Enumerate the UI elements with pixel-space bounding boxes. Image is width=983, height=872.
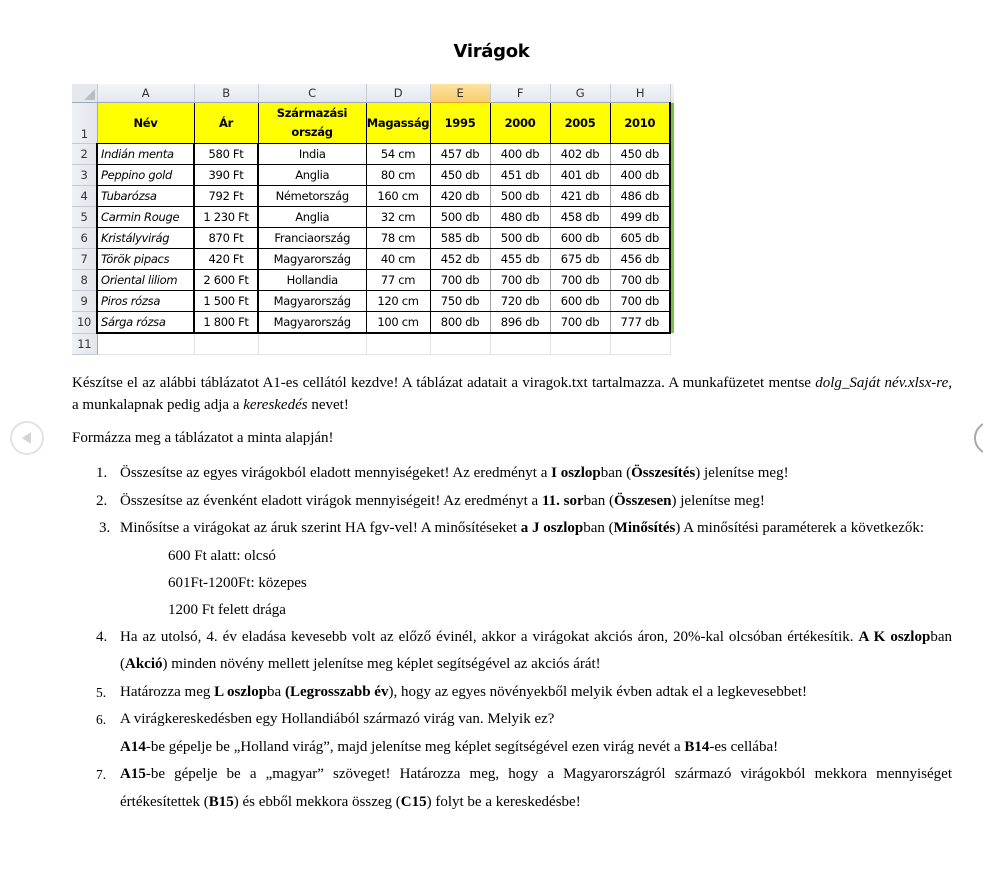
table-row (72, 165, 674, 186)
header-cell: 2010 (610, 103, 670, 144)
table-cell: 499 db (610, 207, 670, 228)
table-cell: Hollandia (258, 270, 366, 291)
row-header: 9 (72, 291, 97, 312)
row-header: 6 (72, 228, 97, 249)
column-header-c: C (258, 84, 366, 103)
spreadsheet-image (72, 84, 674, 355)
table-row (72, 186, 674, 207)
select-all-corner (72, 84, 97, 103)
column-header-g: G (550, 84, 610, 103)
table-cell: 40 cm (366, 249, 430, 270)
table-cell: 1 800 Ft (194, 312, 258, 334)
table-cell: Carmin Rouge (97, 207, 194, 228)
format-paragraph: Formázza meg a táblázatot a minta alapján! (72, 430, 334, 446)
table-cell: 750 db (430, 291, 490, 312)
table-cell: 456 db (610, 249, 670, 270)
table-cell: 450 db (610, 144, 670, 165)
table-cell: 457 db (430, 144, 490, 165)
table-cell: Peppino gold (97, 165, 194, 186)
table-cell: 500 db (430, 207, 490, 228)
header-cell: 2005 (550, 103, 610, 144)
table-cell: 77 cm (366, 270, 430, 291)
row-header: 11 (72, 333, 97, 355)
table-cell: Indián menta (97, 144, 194, 165)
table-cell: 720 db (490, 291, 550, 312)
table-cell: Kristályvirág (97, 228, 194, 249)
task-item-3: 3. Minősítse a virágokat az áruk szerint HA fgv-vel! A minősítéseket a J oszlopban (Minősítés) A minősítési paraméterek a következők: (99, 520, 925, 536)
table-row (72, 249, 674, 270)
table-row-empty (72, 333, 674, 355)
table-cell: 400 db (490, 144, 550, 165)
header-cell: 2000 (490, 103, 550, 144)
table-cell: 870 Ft (194, 228, 258, 249)
filename-text: dolg_Saját név.xlsx-re, (815, 375, 952, 391)
table-cell: 700 db (490, 270, 550, 291)
header-cell: Származási ország (258, 103, 366, 144)
table-cell: 1 500 Ft (194, 291, 258, 312)
table-row (72, 228, 674, 249)
column-header-b: B (194, 84, 258, 103)
table-cell: 80 cm (366, 165, 430, 186)
task-item-2: 2. Összesítse az évenként eladott virágok mennyiségeit! Az eredményt a 11. sorban (Összesen) jelenítse meg! (96, 492, 765, 509)
table-cell: 450 db (430, 165, 490, 186)
task-item-6: 6. A virágkereskedésben egy Hollandiából származó virág van. Melyik ez? A14-be gépelje be „Holland virág”, majd jelenítse meg képlet segítségével ezen virág nevét a B14-es cellába! (96, 711, 779, 755)
table-cell: 675 db (550, 249, 610, 270)
table-cell: Franciaország (258, 228, 366, 249)
table-cell: 390 Ft (194, 165, 258, 186)
task-item-1: 1. Összesítse az egyes virágokból eladott mennyiségeket! Az eredményt a I oszlopban (Összesítés) jelenítse meg! (96, 465, 789, 481)
table-cell: 32 cm (366, 207, 430, 228)
task-item-7: 7. A15-be gépelje be a „magyar” szöveget! Határozza meg, hogy a Magyarországról származó virágokból mekkora mennyiséget értékesítettek (B15) és ebből mekkora összeg (C15) folyt be a kereskedésbe! (96, 766, 952, 810)
table-cell: 421 db (550, 186, 610, 207)
table-cell: 500 db (490, 228, 550, 249)
table-cell: 78 cm (366, 228, 430, 249)
table-cell: 160 cm (366, 186, 430, 207)
table-cell: 585 db (430, 228, 490, 249)
row-header: 2 (72, 144, 97, 165)
table-cell: Anglia (258, 165, 366, 186)
row-header: 7 (72, 249, 97, 270)
task-list (72, 460, 952, 816)
table-cell: 600 db (550, 291, 610, 312)
row-header: 8 (72, 270, 97, 291)
table-cell: 777 db (610, 312, 670, 334)
table-cell: 100 cm (366, 312, 430, 334)
table-cell: 451 db (490, 165, 550, 186)
table-cell: 120 cm (366, 291, 430, 312)
column-header-e: E (430, 84, 490, 103)
table-cell: 605 db (610, 228, 670, 249)
param-draga: 1200 Ft felett drága (168, 601, 286, 618)
header-cell: Magasság (366, 103, 430, 144)
table-cell: 400 db (610, 165, 670, 186)
row-header: 3 (72, 165, 97, 186)
table-cell: 455 db (490, 249, 550, 270)
table-cell: Tubarózsa (97, 186, 194, 207)
table-cell: 420 Ft (194, 249, 258, 270)
column-header-a: A (97, 84, 194, 103)
table-cell: 700 db (430, 270, 490, 291)
table-cell: India (258, 144, 366, 165)
table-cell: 896 db (490, 312, 550, 334)
table-cell: 700 db (610, 291, 670, 312)
previous-page-button[interactable] (10, 421, 44, 455)
column-header-f: F (490, 84, 550, 103)
row-header: 10 (72, 312, 97, 334)
page-title: Virágok (453, 41, 530, 62)
table-cell: 700 db (610, 270, 670, 291)
table-cell: Magyarország (258, 291, 366, 312)
column-header-row (72, 84, 674, 103)
table-cell: 2 600 Ft (194, 270, 258, 291)
table-cell: Németország (258, 186, 366, 207)
chevron-left-icon (22, 432, 31, 444)
intro-paragraph: Készítse el az alábbi táblázatot A1-es cellától kezdve! A táblázat adatait a viragok.txt tartalmazza. A munkafüzetet mentse dolg_Saját név.xlsx-re, a munkalapnak pedig adja a kereskedés nevet! (72, 375, 952, 413)
table-row (72, 207, 674, 228)
task-item-5: 5. Határozza meg L oszlopba (Legrosszabb év), hogy az egyes növényekből melyik évben adtak el a legkevesebbet! (96, 683, 808, 700)
table-cell: 500 db (490, 186, 550, 207)
table-row (72, 270, 674, 291)
column-header-h: H (610, 84, 670, 103)
table-cell: Török pipacs (97, 249, 194, 270)
row-header: 4 (72, 186, 97, 207)
header-row (72, 103, 674, 144)
table-cell: Anglia (258, 207, 366, 228)
column-header-d: D (366, 84, 430, 103)
table-row (72, 312, 674, 334)
next-page-button[interactable] (974, 421, 983, 455)
table-cell: 700 db (550, 312, 610, 334)
row-header: 1 (72, 103, 97, 144)
sheet-name-text: kereskedés (243, 397, 308, 413)
table-cell: 600 db (550, 228, 610, 249)
table-cell: Magyarország (258, 312, 366, 334)
row-header: 5 (72, 207, 97, 228)
table-cell: 480 db (490, 207, 550, 228)
table-cell: 54 cm (366, 144, 430, 165)
table-cell: 800 db (430, 312, 490, 334)
table-cell: 420 db (430, 186, 490, 207)
param-kozepes: 601Ft-1200Ft: közepes (168, 574, 307, 591)
table-cell: 402 db (550, 144, 610, 165)
header-cell: 1995 (430, 103, 490, 144)
header-cell: Név (97, 103, 194, 144)
task-item-4: 4. Ha az utolsó, 4. év eladása kevesebb volt az előző évinél, akkor a virágokat akciós áron, 20%-kal olcsóban értékesítik. A K oszlopban (Akció) minden növény mellett jelenítse meg képlet segítségével az akciós árát! (96, 628, 952, 672)
table-cell: 458 db (550, 207, 610, 228)
table-cell: 486 db (610, 186, 670, 207)
table-cell: 401 db (550, 165, 610, 186)
table-cell: Magyarország (258, 249, 366, 270)
table-row (72, 144, 674, 165)
table-cell: 1 230 Ft (194, 207, 258, 228)
table-cell: Sárga rózsa (97, 312, 194, 334)
param-olcso: 600 Ft alatt: olcsó (168, 547, 276, 564)
table-cell: 580 Ft (194, 144, 258, 165)
table-cell: 452 db (430, 249, 490, 270)
table-row (72, 291, 674, 312)
table-cell: 700 db (550, 270, 610, 291)
table-cell: Oriental liliom (97, 270, 194, 291)
header-cell: Ár (194, 103, 258, 144)
table-cell: 792 Ft (194, 186, 258, 207)
table-cell: Piros rózsa (97, 291, 194, 312)
